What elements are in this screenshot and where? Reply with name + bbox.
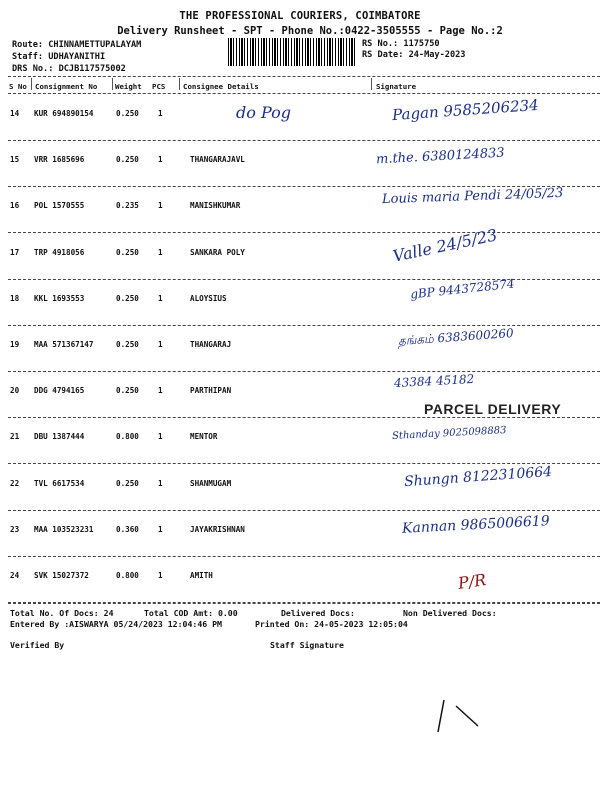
table-row <box>8 187 600 233</box>
staff-signature-label: Staff Signature <box>270 640 344 650</box>
barcode <box>228 38 356 66</box>
col-divider <box>371 78 372 90</box>
row-consignee: THANGARAJ <box>190 340 232 349</box>
entered-by: Entered By :AISWARYA 05/24/2023 12:04:46 PM <box>10 619 222 629</box>
table-row <box>8 418 600 464</box>
row-signature: m.the. 6380124833 <box>375 145 506 168</box>
col-weight: Weight <box>115 82 142 91</box>
row-weight: 0.250 <box>116 340 139 349</box>
drs-number: DRS No.: DCJB117575002 <box>12 64 126 74</box>
row-sno: 21 <box>10 432 20 442</box>
red-handwritten-mark: P/R <box>456 570 488 593</box>
row-sno: 24 <box>10 571 20 580</box>
col-divider <box>112 78 113 90</box>
row-sno: 15 <box>10 155 20 165</box>
verified-by: Verified By <box>10 640 65 650</box>
runsheet-title: Delivery Runsheet - SPT - Phone No.:0422-3505555 - Page No.:2 <box>117 25 503 37</box>
table-row <box>8 224 600 280</box>
row-consignee: AMITH <box>190 571 213 580</box>
row-consignment-no: SVK 15027372 <box>34 571 89 580</box>
row-consignee: SHANMUGAM <box>190 478 232 488</box>
row-signature: 43384 45182 <box>393 372 475 391</box>
row-pcs: 1 <box>158 571 163 580</box>
row-weight: 0.250 <box>116 478 139 488</box>
row-consignee: MANISHKUMAR <box>190 201 241 211</box>
table-row <box>8 276 600 326</box>
row-pcs: 1 <box>158 478 163 488</box>
row-sno: 18 <box>10 293 20 303</box>
row-sno: 17 <box>10 247 20 257</box>
row-weight: 0.360 <box>116 524 139 534</box>
row-consignment-no: MAA 103523231 <box>34 524 94 534</box>
row-sno: 14 <box>10 109 20 118</box>
rs-date: RS Date: 24-May-2023 <box>362 50 466 60</box>
row-consignment-no: MAA 571367147 <box>34 340 94 349</box>
table-row <box>8 465 600 511</box>
row-pcs: 1 <box>158 201 163 211</box>
row-weight: 0.800 <box>116 571 139 580</box>
row-consignment-no: KUR 694890154 <box>34 109 94 118</box>
company-title: THE PROFESSIONAL COURIERS, COIMBATORE <box>179 10 421 22</box>
row-weight: 0.235 <box>116 201 139 211</box>
row-weight: 0.250 <box>116 247 139 257</box>
header-bottom-rule <box>8 93 600 94</box>
col-signature: Signature <box>376 82 417 91</box>
row-consignment-no: TRP 4918056 <box>34 247 85 257</box>
row-consignee: PARTHIPAN <box>190 386 232 396</box>
non-delivered-docs: Non Delivered Docs: <box>403 608 497 618</box>
row-consignment-no: DDG 4794165 <box>34 386 85 396</box>
row-signature: Louis maria Pendi 24/05/23 <box>381 186 564 208</box>
row-sno: 22 <box>10 478 20 488</box>
row-sno: 19 <box>10 340 20 349</box>
row-pcs: 1 <box>158 386 163 396</box>
row-consignee: JAYAKRISHNAN <box>190 524 245 534</box>
table-row <box>8 511 600 557</box>
row-sno: 20 <box>10 386 20 396</box>
row-pcs: 1 <box>158 432 163 442</box>
row-consignee: ALOYSIUS <box>190 293 227 303</box>
row-consignment-no: VRR 1685696 <box>34 155 85 165</box>
row-pcs: 1 <box>158 155 163 165</box>
col-consignment: Consignment No <box>35 82 98 91</box>
table-row <box>8 95 600 141</box>
row-consignee: MENTOR <box>190 432 218 442</box>
row-consignment-no: POL 1570555 <box>34 201 85 211</box>
col-pcs: PCS <box>152 82 166 91</box>
table-row <box>8 141 600 187</box>
parcel-delivery-stamp: PARCEL DELIVERY <box>424 401 562 417</box>
row-consignment-no: KKL 1693553 <box>34 293 85 303</box>
row-pcs: 1 <box>158 340 163 349</box>
col-consignee: Consignee Details <box>183 82 259 91</box>
row-signature: Kannan 9865006619 <box>401 512 551 537</box>
row-signature: Pagan 9585206234 <box>391 95 540 125</box>
row-pcs: 1 <box>158 293 163 303</box>
col-divider <box>179 78 180 90</box>
row-consignee: SANKARA POLY <box>190 247 245 257</box>
header-top-rule <box>8 76 600 77</box>
rs-number: RS No.: 1175750 <box>362 39 440 49</box>
total-docs: Total No. Of Docs: 24 <box>10 608 114 618</box>
footer-rule <box>8 603 600 604</box>
printed-on: Printed On: 24-05-2023 12:05:04 <box>255 619 408 629</box>
row-weight: 0.250 <box>116 293 139 303</box>
row-signature: Valle 24/5/23 <box>391 224 499 266</box>
table-row <box>8 326 600 372</box>
staff-signature-mark <box>428 692 488 737</box>
col-sno: S No <box>9 82 27 91</box>
row-pcs: 1 <box>158 247 163 257</box>
row-weight: 0.800 <box>116 432 139 442</box>
row-sno: 23 <box>10 524 20 534</box>
row-weight: 0.250 <box>116 386 139 396</box>
staff-label: Staff: UDHAYANITHI <box>12 52 106 62</box>
row-weight: 0.250 <box>116 109 139 118</box>
row-signature: Sthanday 9025098883 <box>391 425 507 443</box>
row-pcs: 1 <box>158 109 163 118</box>
row-signature: தங்கம் 6383600260 <box>397 325 515 349</box>
row-consignee-handwriting: do Pog <box>236 103 291 122</box>
col-divider <box>31 78 32 90</box>
route-label: Route: CHINNAMETTUPALAYAM <box>12 40 142 50</box>
row-weight: 0.250 <box>116 155 139 165</box>
row-consignee: THANGARAJAVL <box>190 155 245 165</box>
row-consignment-no: TVL 6617534 <box>34 478 85 488</box>
row-signature: Shungn 8122310664 <box>403 463 553 490</box>
delivered-docs: Delivered Docs: <box>281 608 355 618</box>
row-consignment-no: DBU 1387444 <box>34 432 85 442</box>
row-sno: 16 <box>10 201 20 211</box>
row-signature: gBP 9443728574 <box>409 276 516 302</box>
table-row <box>8 557 600 603</box>
row-pcs: 1 <box>158 524 163 534</box>
total-cod: Total COD Amt: 0.00 <box>144 608 238 618</box>
